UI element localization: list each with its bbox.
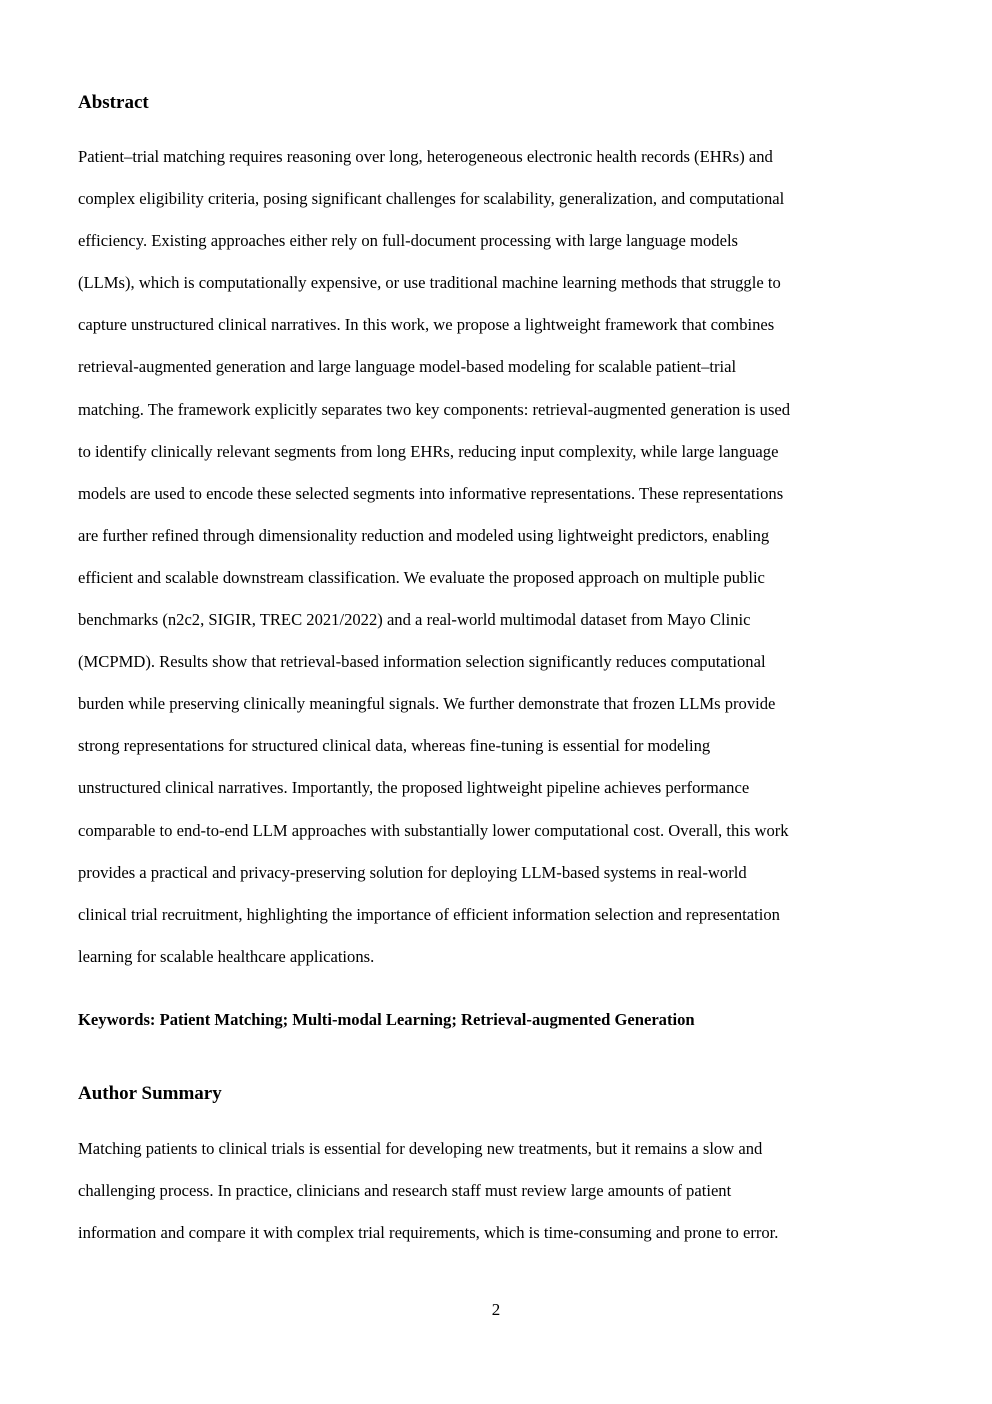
abstract-line: burden while preserving clinically meaningful signals. We further demonstrate that frozen LLMs provide [78,694,776,714]
abstract-line: efficient and scalable downstream classification. We evaluate the proposed approach on multiple public [78,567,765,587]
abstract-line: clinical trial recruitment, highlighting the importance of efficient information selection and representation [78,904,780,924]
author-summary-body [78,1128,878,1254]
abstract-line: to identify clinically relevant segments from long EHRs, reducing input complexity, while large language [78,441,779,461]
abstract-line: retrieval-augmented generation and large language model-based modeling for scalable patient–trial [78,357,737,377]
abstract-line: are further refined through dimensionality reduction and modeled using lightweight predictors, enabling [78,525,770,545]
author-summary-line: Matching patients to clinical trials is essential for developing new treatments, but it remains a slow and [78,1139,763,1158]
abstract-line: complex eligibility criteria, posing significant challenges for scalability, generalization, and computational [78,189,785,209]
abstract-line: matching. The framework explicitly separates two key components: retrieval-augmented generation is used [78,399,791,419]
abstract-line: strong representations for structured clinical data, whereas fine-tuning is essential for modeling [78,736,711,756]
keywords-line: Keywords: Patient Matching; Multi-modal Learning; Retrieval-augmented Generation [78,1010,695,1029]
abstract-line: comparable to end-to-end LLM approaches with substantially lower computational cost. Overall, this work [78,820,789,840]
page-number: 2 [491,1300,501,1319]
abstract-line: models are used to encode these selected segments into informative representations. These representations [78,483,784,503]
abstract-line: capture unstructured clinical narratives. In this work, we propose a lightweight framework that combines [78,315,775,335]
abstract-line: Patient–trial matching requires reasoning over long, heterogeneous electronic health records (EHRs) and [78,147,773,166]
abstract-body [78,136,878,978]
author-summary-heading: Author Summary [78,1083,222,1104]
abstract-line: provides a practical and privacy-preserving solution for deploying LLM-based systems in real-world [78,862,747,882]
abstract-line: (LLMs), which is computationally expensive, or use traditional machine learning methods that struggle to [78,273,781,293]
author-summary-line: challenging process. In practice, clinicians and research staff must review large amounts of patient [78,1181,732,1201]
abstract-line: unstructured clinical narratives. Importantly, the proposed lightweight pipeline achieves performance [78,778,750,798]
abstract-line: (MCPMD). Results show that retrieval-based information selection significantly reduces computational [78,652,766,672]
abstract-line: learning for scalable healthcare applications. [78,946,375,966]
author-summary-line: information and compare it with complex trial requirements, which is time-consuming and prone to error. [78,1223,779,1243]
abstract-line: benchmarks (n2c2, SIGIR, TREC 2021/2022) and a real-world multimodal dataset from Mayo Clinic [78,610,751,630]
abstract-heading: Abstract [78,92,149,113]
abstract-line: efficiency. Existing approaches either rely on full-document processing with large language models [78,231,739,251]
